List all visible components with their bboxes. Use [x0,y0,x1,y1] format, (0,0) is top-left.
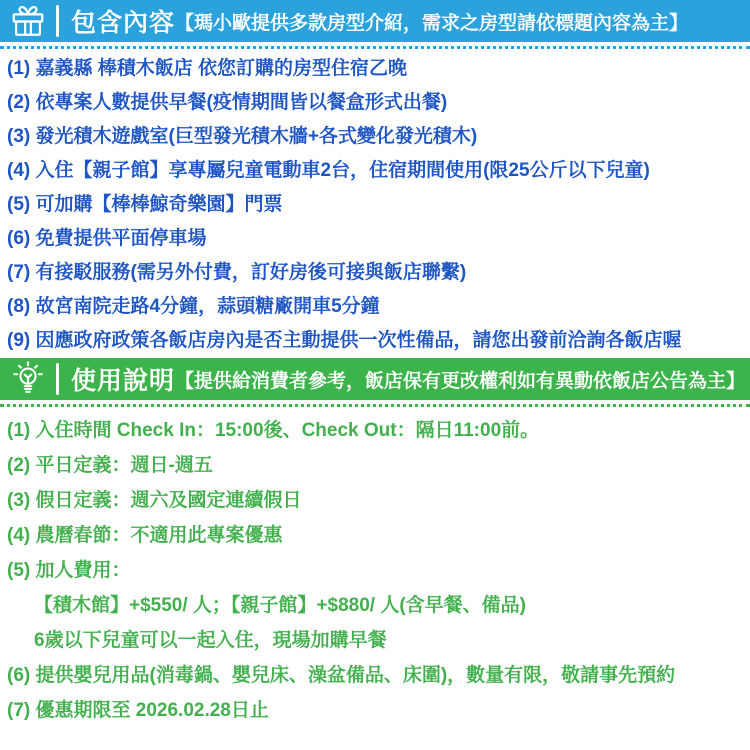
list-item: (2) 依專案人數提供早餐(疫情期間皆以餐盒形式出餐) [7,92,448,113]
lightbulb-icon [0,360,56,398]
usage-list [0,407,750,728]
usage-header [0,358,750,400]
list-item: (7) 有接駁服務(需另外付費，訂好房後可接與飯店聯繫) [7,262,467,283]
section-subtitle: 【提供給消費者參考，飯店保有更改權利如有異動依飯店公告為主】 [175,370,746,392]
list-subitem: 6歲以下兒童可以一起入住，現場加購早餐 [34,630,387,651]
list-item: (6) 免費提供平面停車場 [7,228,207,249]
list-item: (7) 優惠期限至 2026.02.28日止 [7,700,269,721]
list-item: (5) 加人費用： [7,560,131,581]
header-divider [56,5,59,37]
gift-icon [0,2,56,40]
list-item: (3) 假日定義：週六及國定連續假日 [7,490,302,511]
list-item: (4) 農曆春節：不適用此專案優惠 [7,525,283,546]
header-divider [56,363,59,395]
included-title [71,3,688,39]
list-item: (1) 嘉義縣 棒積木飯店 依您訂購的房型住宿乙晚 [7,58,408,79]
included-list [0,49,750,358]
included-section [0,0,750,358]
list-item: (5) 可加購【棒棒鯨奇樂園】門票 [7,194,283,215]
included-header [0,0,750,42]
list-item: (8) 故宮南院走路4分鐘，蒜頭糖廠開車5分鐘 [7,296,380,317]
section-title: 包含內容 [71,9,176,37]
list-subitem: 【積木館】+$550/ 人；【親子館】+$880/ 人(含早餐、備品) [34,595,526,616]
list-item: (1) 入住時間 Check In：15:00後、Check Out：隔日11:00前。 [7,420,540,441]
list-item: (3) 發光積木遊戲室(巨型發光積木牆+各式變化發光積木) [7,126,478,147]
usage-title [71,361,745,397]
usage-section [0,358,750,728]
list-item: (4) 入住【親子館】享專屬兒童電動車2台，住宿期間使用(限25公斤以下兒童) [7,160,650,181]
section-title: 使用說明 [71,367,176,395]
list-item: (6) 提供嬰兒用品(消毒鍋、嬰兒床、澡盆備品、床圍)，數量有限，敬請事先預約 [7,665,676,686]
section-subtitle: 【瑪小歐提供多款房型介紹，需求之房型請依標題內容為主】 [175,12,689,34]
list-item: (9) 因應政府政策各飯店房內是否主動提供一次性備品，請您出發前洽詢各飯店喔 [7,330,682,351]
list-item: (2) 平日定義：週日-週五 [7,455,213,476]
